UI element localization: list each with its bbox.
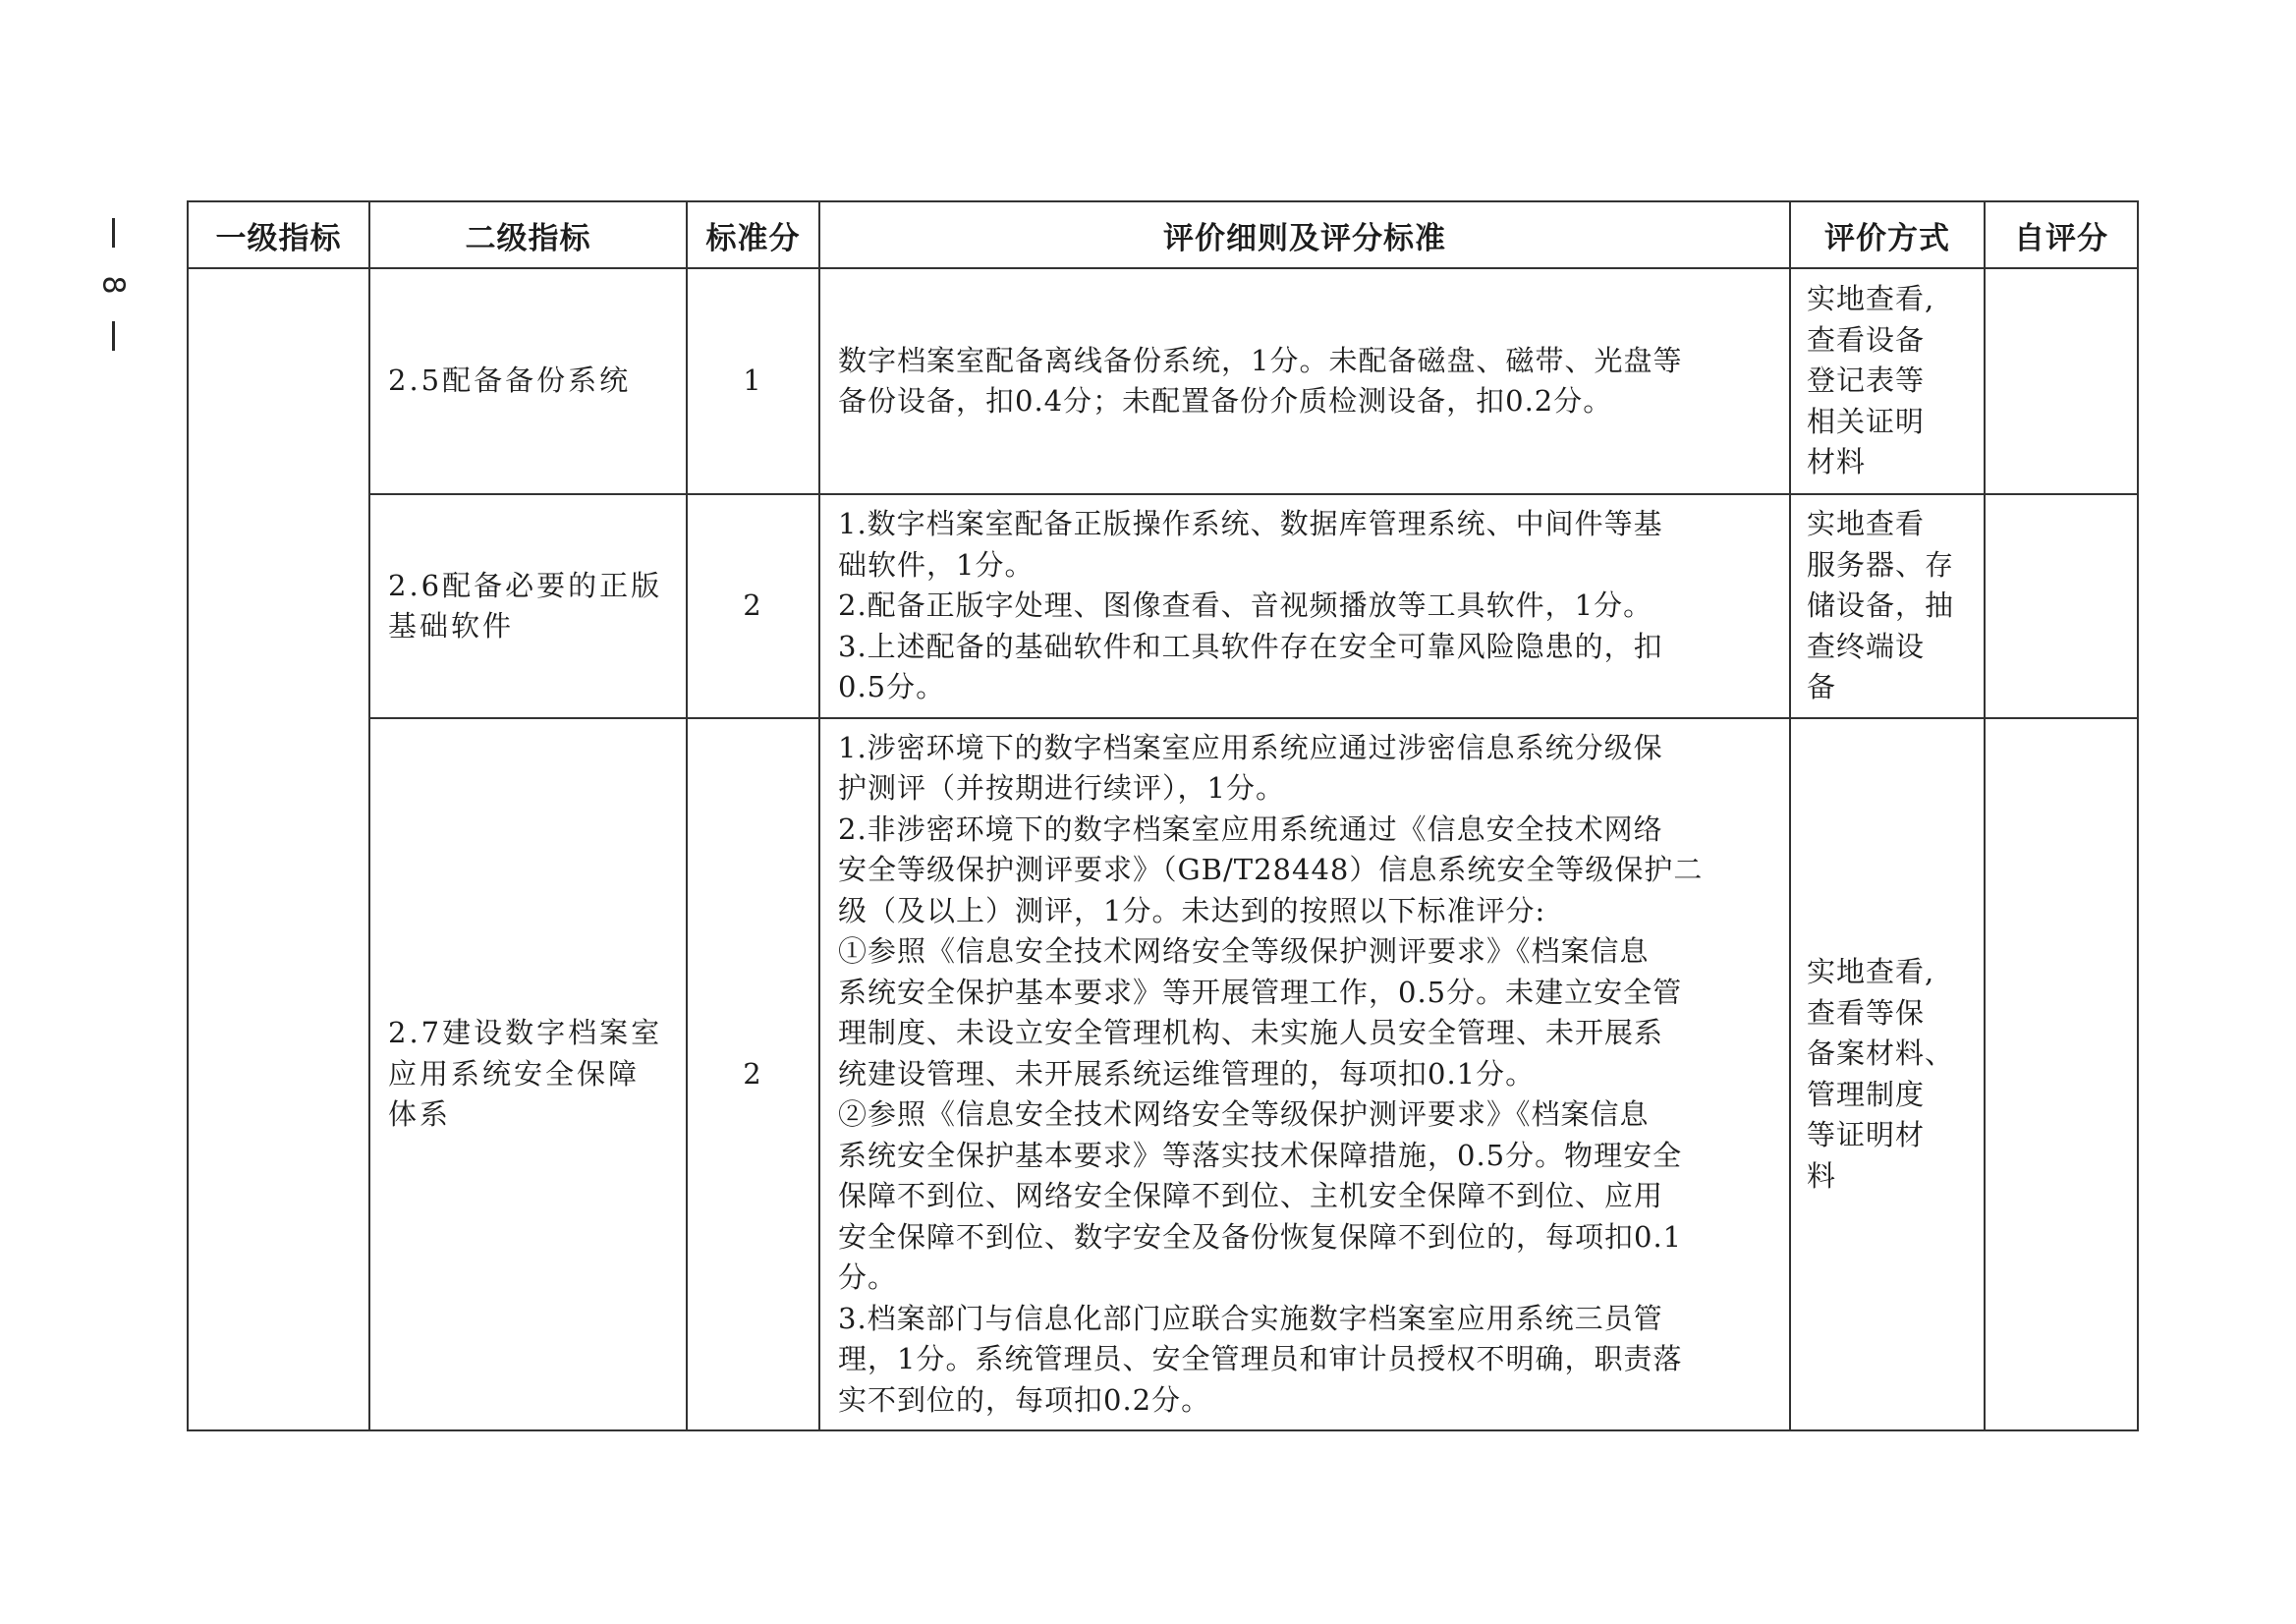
cell-detail-criteria [819,718,1790,1430]
method-line: 实地查看 [1807,507,1926,541]
page-number-dash-bottom [112,321,115,351]
method-line: 管理制度 [1807,1077,1926,1111]
method-line: 相关证明 [1807,404,1926,438]
cell-detail-criteria [819,494,1790,718]
detail-line: 保障不到位、网络安全保障不到位、主机安全保障不到位、应用 [838,1179,1664,1213]
detail-line: ②参照《信息安全技术网络安全等级保护测评要求》《档案信息 [838,1097,1650,1132]
level2-line: 体系 [388,1097,452,1132]
method-line: 备案材料、 [1807,1036,1955,1070]
detail-line: 2.配备正版字处理、图像查看、音视频播放等工具软件，1分。 [838,588,1653,623]
method-line: 登记表等 [1807,364,1926,398]
cell-self-score [1985,268,2138,494]
method-line: 服务器、存 [1807,547,1955,582]
detail-line: 础软件，1分。 [838,547,1035,582]
cell-level2 [369,718,687,1430]
level2-line: 基础软件 [388,609,515,643]
page-number-dash-top [112,218,115,248]
method-line: 实地查看, [1807,282,1935,316]
detail-line: 理，1分。系统管理员、安全管理员和审计员授权不明确，职责落 [838,1342,1683,1376]
detail-line: 理制度、未设立安全管理机构、未实施人员安全管理、未开展系 [838,1016,1664,1050]
cell-standard-score: 2 [687,718,819,1430]
cell-detail-criteria [819,268,1790,494]
detail-line: 统建设管理、未开展系统运维管理的，每项扣0.1分。 [838,1056,1536,1091]
detail-line: 1.涉密环境下的数字档案室应用系统应通过涉密信息系统分级保 [838,730,1663,764]
header-evaluation-method: 评价方式 [1790,201,1985,268]
cell-evaluation-method [1790,268,1985,494]
table-header-row [188,201,2138,268]
method-line: 储设备，抽 [1807,588,1955,623]
cell-level1 [188,268,369,1430]
method-line: 查看设备 [1807,322,1926,357]
header-level1: 一级指标 [188,201,369,268]
method-line: 等证明材 [1807,1118,1926,1151]
level2-line: 2.6配备必要的正版 [388,568,663,602]
level2-line: 2.5配备备份系统 [388,364,632,398]
cell-standard-score: 1 [687,268,819,494]
level2-line: 应用系统安全保障 [388,1056,641,1091]
method-line: 材料 [1807,445,1867,479]
table-row [188,718,2138,1430]
cell-self-score [1985,494,2138,718]
table-row [188,494,2138,718]
method-line: 查终端设 [1807,629,1926,663]
detail-line: 3.上述配备的基础软件和工具软件存在安全可靠风险隐患的，扣 [838,629,1663,663]
detail-line: 0.5分。 [838,670,946,704]
detail-line: 数字档案室配备离线备份系统，1分。未配备磁盘、磁带、光盘等 [838,343,1683,377]
table-row [188,268,2138,494]
cell-standard-score: 2 [687,494,819,718]
header-self-score: 自评分 [1985,201,2138,268]
header-detail-criteria: 评价细则及评分标准 [819,201,1790,268]
cell-level2 [369,494,687,718]
detail-line: 备份设备，扣0.4分；未配置备份介质检测设备，扣0.2分。 [838,384,1613,418]
cell-evaluation-method [1790,718,1985,1430]
level2-line: 2.7建设数字档案室 [388,1016,663,1050]
detail-line: 1.数字档案室配备正版操作系统、数据库管理系统、中间件等基 [838,507,1663,541]
detail-line: 安全保障不到位、数字安全及备份恢复保障不到位的，每项扣0.1 [838,1219,1683,1254]
method-line: 备 [1807,670,1837,704]
detail-line: 系统安全保护基本要求》等开展管理工作，0.5分。未建立安全管 [838,975,1683,1009]
detail-line: 实不到位的，每项扣0.2分。 [838,1382,1211,1417]
cell-evaluation-method [1790,494,1985,718]
cell-self-score [1985,718,2138,1430]
cell-level2 [369,268,687,494]
evaluation-table [187,200,2139,1431]
page-number [90,218,136,351]
detail-line: ①参照《信息安全技术网络安全等级保护测评要求》《档案信息 [838,934,1650,969]
method-line: 实地查看, [1807,955,1935,988]
detail-line: 安全等级保护测评要求》（GB/T28448）信息系统安全等级保护二 [838,853,1704,887]
page-number-value: 8 [96,274,131,295]
detail-line: 护测评（并按期进行续评），1分。 [838,771,1285,806]
detail-line: 级（及以上）测评，1分。未达到的按照以下标准评分: [838,893,1546,927]
header-level2: 二级指标 [369,201,687,268]
detail-line: 3.档案部门与信息化部门应联合实施数字档案室应用系统三员管 [838,1301,1663,1335]
header-standard-score: 标准分 [687,201,819,268]
method-line: 查看等保 [1807,995,1926,1030]
detail-line: 分。 [838,1260,898,1295]
detail-line: 2.非涉密环境下的数字档案室应用系统通过《信息安全技术网络 [838,812,1663,846]
method-line: 料 [1807,1158,1837,1193]
detail-line: 系统安全保护基本要求》等落实技术保障措施，0.5分。物理安全 [838,1138,1683,1172]
